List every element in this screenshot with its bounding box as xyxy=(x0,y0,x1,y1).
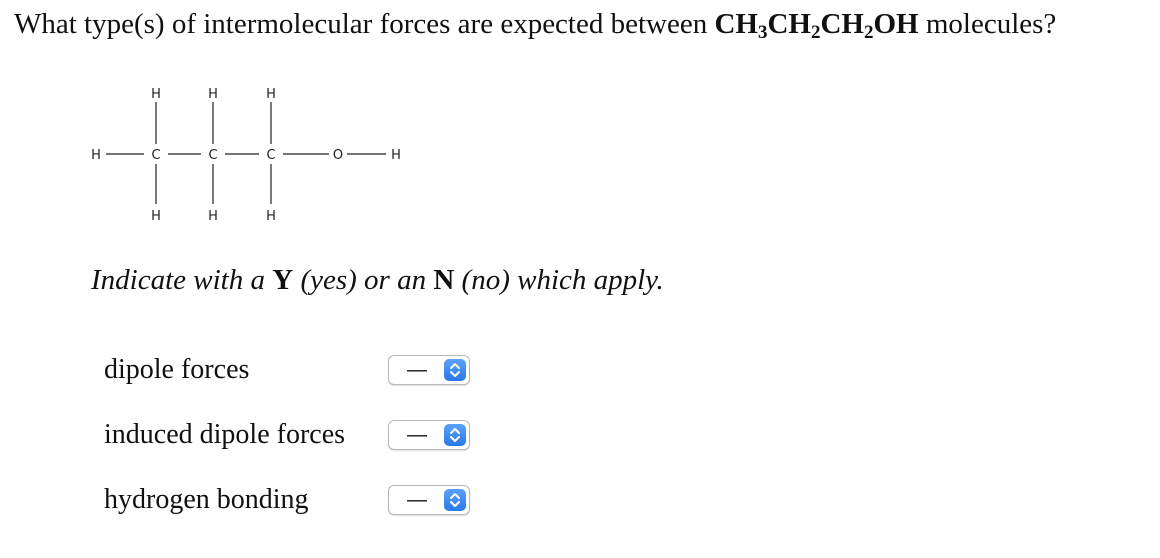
instruction-no-letter: N xyxy=(433,264,455,296)
induced-dipole-forces-select[interactable] xyxy=(388,420,470,450)
atom-hydrogen-bottom: H xyxy=(208,209,218,224)
question-text xyxy=(14,8,1056,41)
select-value: — xyxy=(407,358,427,381)
instruction-part: Indicate with a xyxy=(91,264,273,296)
formula-part: CH xyxy=(714,8,758,40)
formula-subscript: 2 xyxy=(863,22,874,43)
row-label: dipole forces xyxy=(104,354,250,385)
instruction-yes-letter: Y xyxy=(272,264,294,296)
atom-hydrogen-bottom: H xyxy=(266,209,276,224)
instruction-part: (no) which apply. xyxy=(454,264,664,296)
question-suffix: molecules? xyxy=(918,8,1057,40)
up-down-chevron-icon[interactable] xyxy=(444,424,466,446)
hydrogen-bonding-select[interactable] xyxy=(388,485,470,515)
up-down-chevron-icon[interactable] xyxy=(444,359,466,381)
atom-oxygen: O xyxy=(332,148,344,163)
formula-subscript: 2 xyxy=(810,22,821,43)
propanol-structure-diagram xyxy=(84,80,424,230)
question-prefix: What type(s) of intermolecular forces are expected between xyxy=(14,8,715,40)
formula-subscript: 3 xyxy=(757,22,768,43)
answer-row-hydrogen-bonding xyxy=(104,480,470,520)
instruction-text xyxy=(91,264,664,297)
atom-carbon: C xyxy=(208,148,218,163)
instruction-part: (yes) or an xyxy=(293,264,434,296)
atom-carbon: C xyxy=(266,148,276,163)
atom-hydrogen-left: H xyxy=(91,148,101,163)
dipole-forces-select[interactable] xyxy=(388,355,470,385)
formula-part: CH xyxy=(767,8,811,40)
select-value: — xyxy=(407,488,427,511)
atom-hydrogen-bottom: H xyxy=(151,209,161,224)
atom-hydrogen-right: H xyxy=(391,148,401,163)
select-value: — xyxy=(407,423,427,446)
atom-hydrogen-top: H xyxy=(151,87,161,102)
atom-carbon: C xyxy=(151,148,161,163)
formula-part: OH xyxy=(873,8,919,40)
row-label: induced dipole forces xyxy=(104,419,346,450)
molecule-formula xyxy=(714,8,919,43)
answer-row-induced-dipole-forces xyxy=(104,415,470,455)
answer-row-dipole-forces xyxy=(104,350,470,390)
atom-hydrogen-top: H xyxy=(208,87,218,102)
up-down-chevron-icon[interactable] xyxy=(444,489,466,511)
atom-hydrogen-top: H xyxy=(266,87,276,102)
row-label: hydrogen bonding xyxy=(104,484,309,515)
formula-part: CH xyxy=(820,8,864,40)
